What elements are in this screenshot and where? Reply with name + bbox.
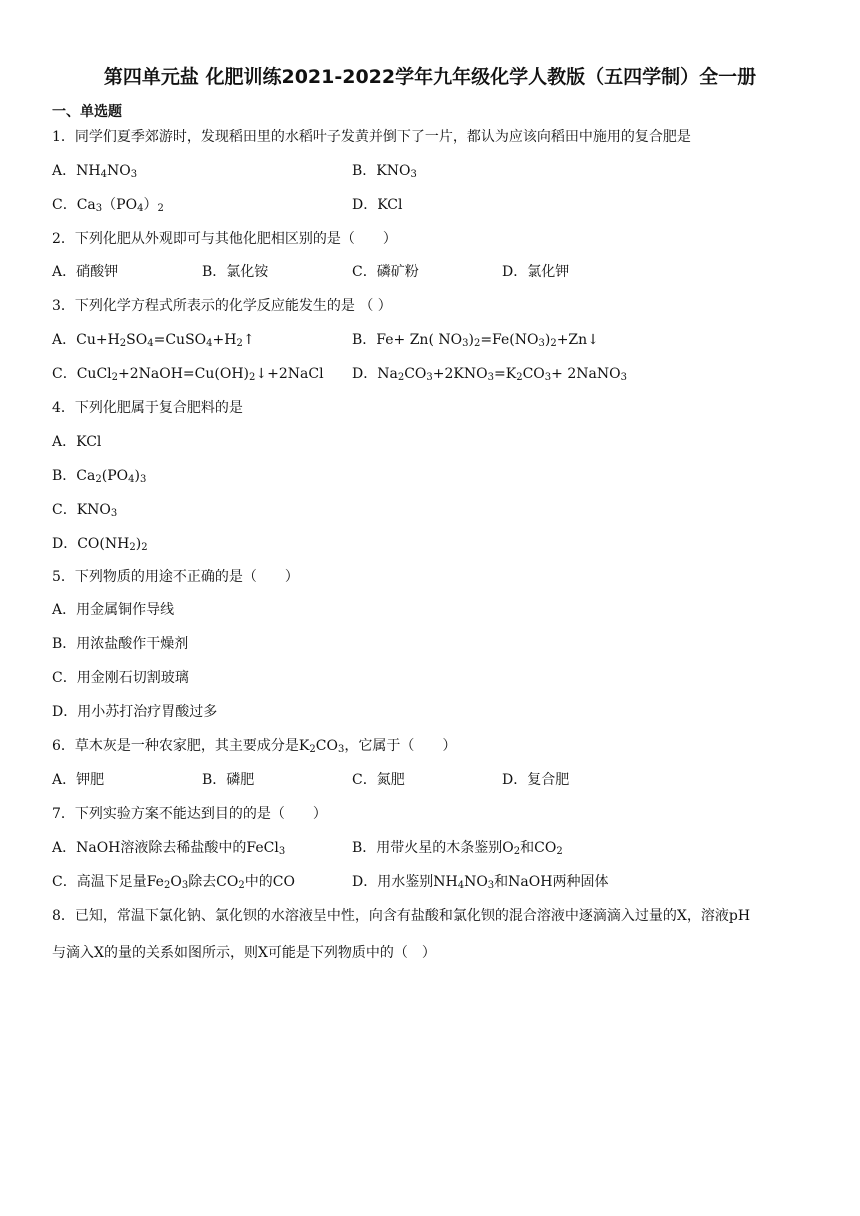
question-1-option-a: A．$NH_4NO_3$ (52, 163, 138, 180)
question-1-option-b: B．$KNO_3$ (352, 163, 417, 180)
question-3-option-a: A．$Cu+H_2SO_4=CuSO_4+H_2↑$ (52, 332, 255, 349)
question-8-stem-line-1: 8．已知，常温下氯化钠、氯化钡的水溶液呈中性，向含有盐酸和氯化钡的混合溶液中逐滴滴入过量的X，溶液pH (52, 908, 751, 924)
question-2-stem: 2．下列化肥从外观即可与其他化肥相区别的是（ ） (52, 231, 397, 247)
question-3-option-c: C．$CuCl_2+2NaOH=Cu(OH)_2↓+2NaCl$ (52, 366, 324, 383)
question-5-option-c: C．用金刚石切割玻璃 (52, 670, 189, 686)
question-6-option-d: D．复合肥 (502, 772, 570, 788)
question-6-option-c: C．氮肥 (352, 772, 405, 788)
question-4-option-b: B．$Ca_2(PO_4)_3$ (52, 468, 147, 485)
question-2-option-c: C．磷矿粉 (352, 264, 419, 280)
question-3-stem: 3．下列化学方程式所表示的化学反应能发生的是 （ ） (52, 298, 392, 314)
question-6-option-b: B．磷肥 (202, 772, 255, 788)
question-1-option-d: D．KCl (352, 197, 403, 213)
question-1-stem: 1．同学们夏季郊游时，发现稻田里的水稻叶子发黄并倒下了一片，都认为应该向稻田中施用的复合肥是 (52, 129, 691, 145)
section-heading: 一、单选题 (52, 104, 122, 120)
question-3-option-b: B．Fe+ Zn( $NO_3)_2=Fe(NO_3)_2+Zn↓$ (352, 332, 599, 349)
question-4-option-c: C．$KNO_3$ (52, 502, 118, 519)
question-7-stem: 7．下列实验方案不能达到目的的是（ ） (52, 806, 327, 822)
question-6-stem: 6．草木灰是一种农家肥，其主要成分是$K_2CO_3$，它属于（ ） (52, 738, 457, 755)
question-2-option-d: D．氯化钾 (502, 264, 570, 280)
question-5-option-a: A．用金属铜作导线 (52, 602, 175, 618)
question-5-option-b: B．用浓盐酸作干燥剂 (52, 636, 189, 652)
question-4-stem: 4．下列化肥属于复合肥料的是 (52, 400, 243, 416)
question-2-option-a: A．硝酸钾 (52, 264, 119, 280)
question-7-option-d: D．用水鉴别$NH_4NO_3$和NaOH两种固体 (352, 874, 609, 891)
document-title: 第四单元盐 化肥训练2021-2022学年九年级化学人教版（五四学制）全一册 (103, 66, 757, 88)
question-6-option-a: A．钾肥 (52, 772, 105, 788)
question-5-option-d: D．用小苏打治疗胃酸过多 (52, 704, 218, 720)
question-2-option-b: B．氯化铵 (202, 264, 269, 280)
question-4-option-d: D．$CO(NH_2)_2$ (52, 536, 148, 553)
question-7-option-b: B．用带火星的木条鉴别$O_2$和$CO_2$ (352, 840, 563, 857)
question-7-option-c: C．高温下足量$Fe_2O_3$除去$CO_2$中的CO (52, 874, 295, 891)
question-5-stem: 5．下列物质的用途不正确的是（ ） (52, 569, 299, 585)
question-1-option-c: C．$Ca_3(PO_4)_2$ (52, 197, 164, 214)
question-7-option-a: A．NaOH溶液除去稀盐酸中的FeCl$_3$ (52, 840, 286, 857)
question-4-option-a: A．KCl (52, 434, 102, 450)
question-8-stem-line-2: 与滴入X的量的关系如图所示，则X可能是下列物质中的（ ） (52, 945, 436, 961)
question-3-option-d: D．$Na_2CO_3+2KNO_3=K_2CO_3+$ 2NaNO$_3$ (352, 366, 627, 383)
